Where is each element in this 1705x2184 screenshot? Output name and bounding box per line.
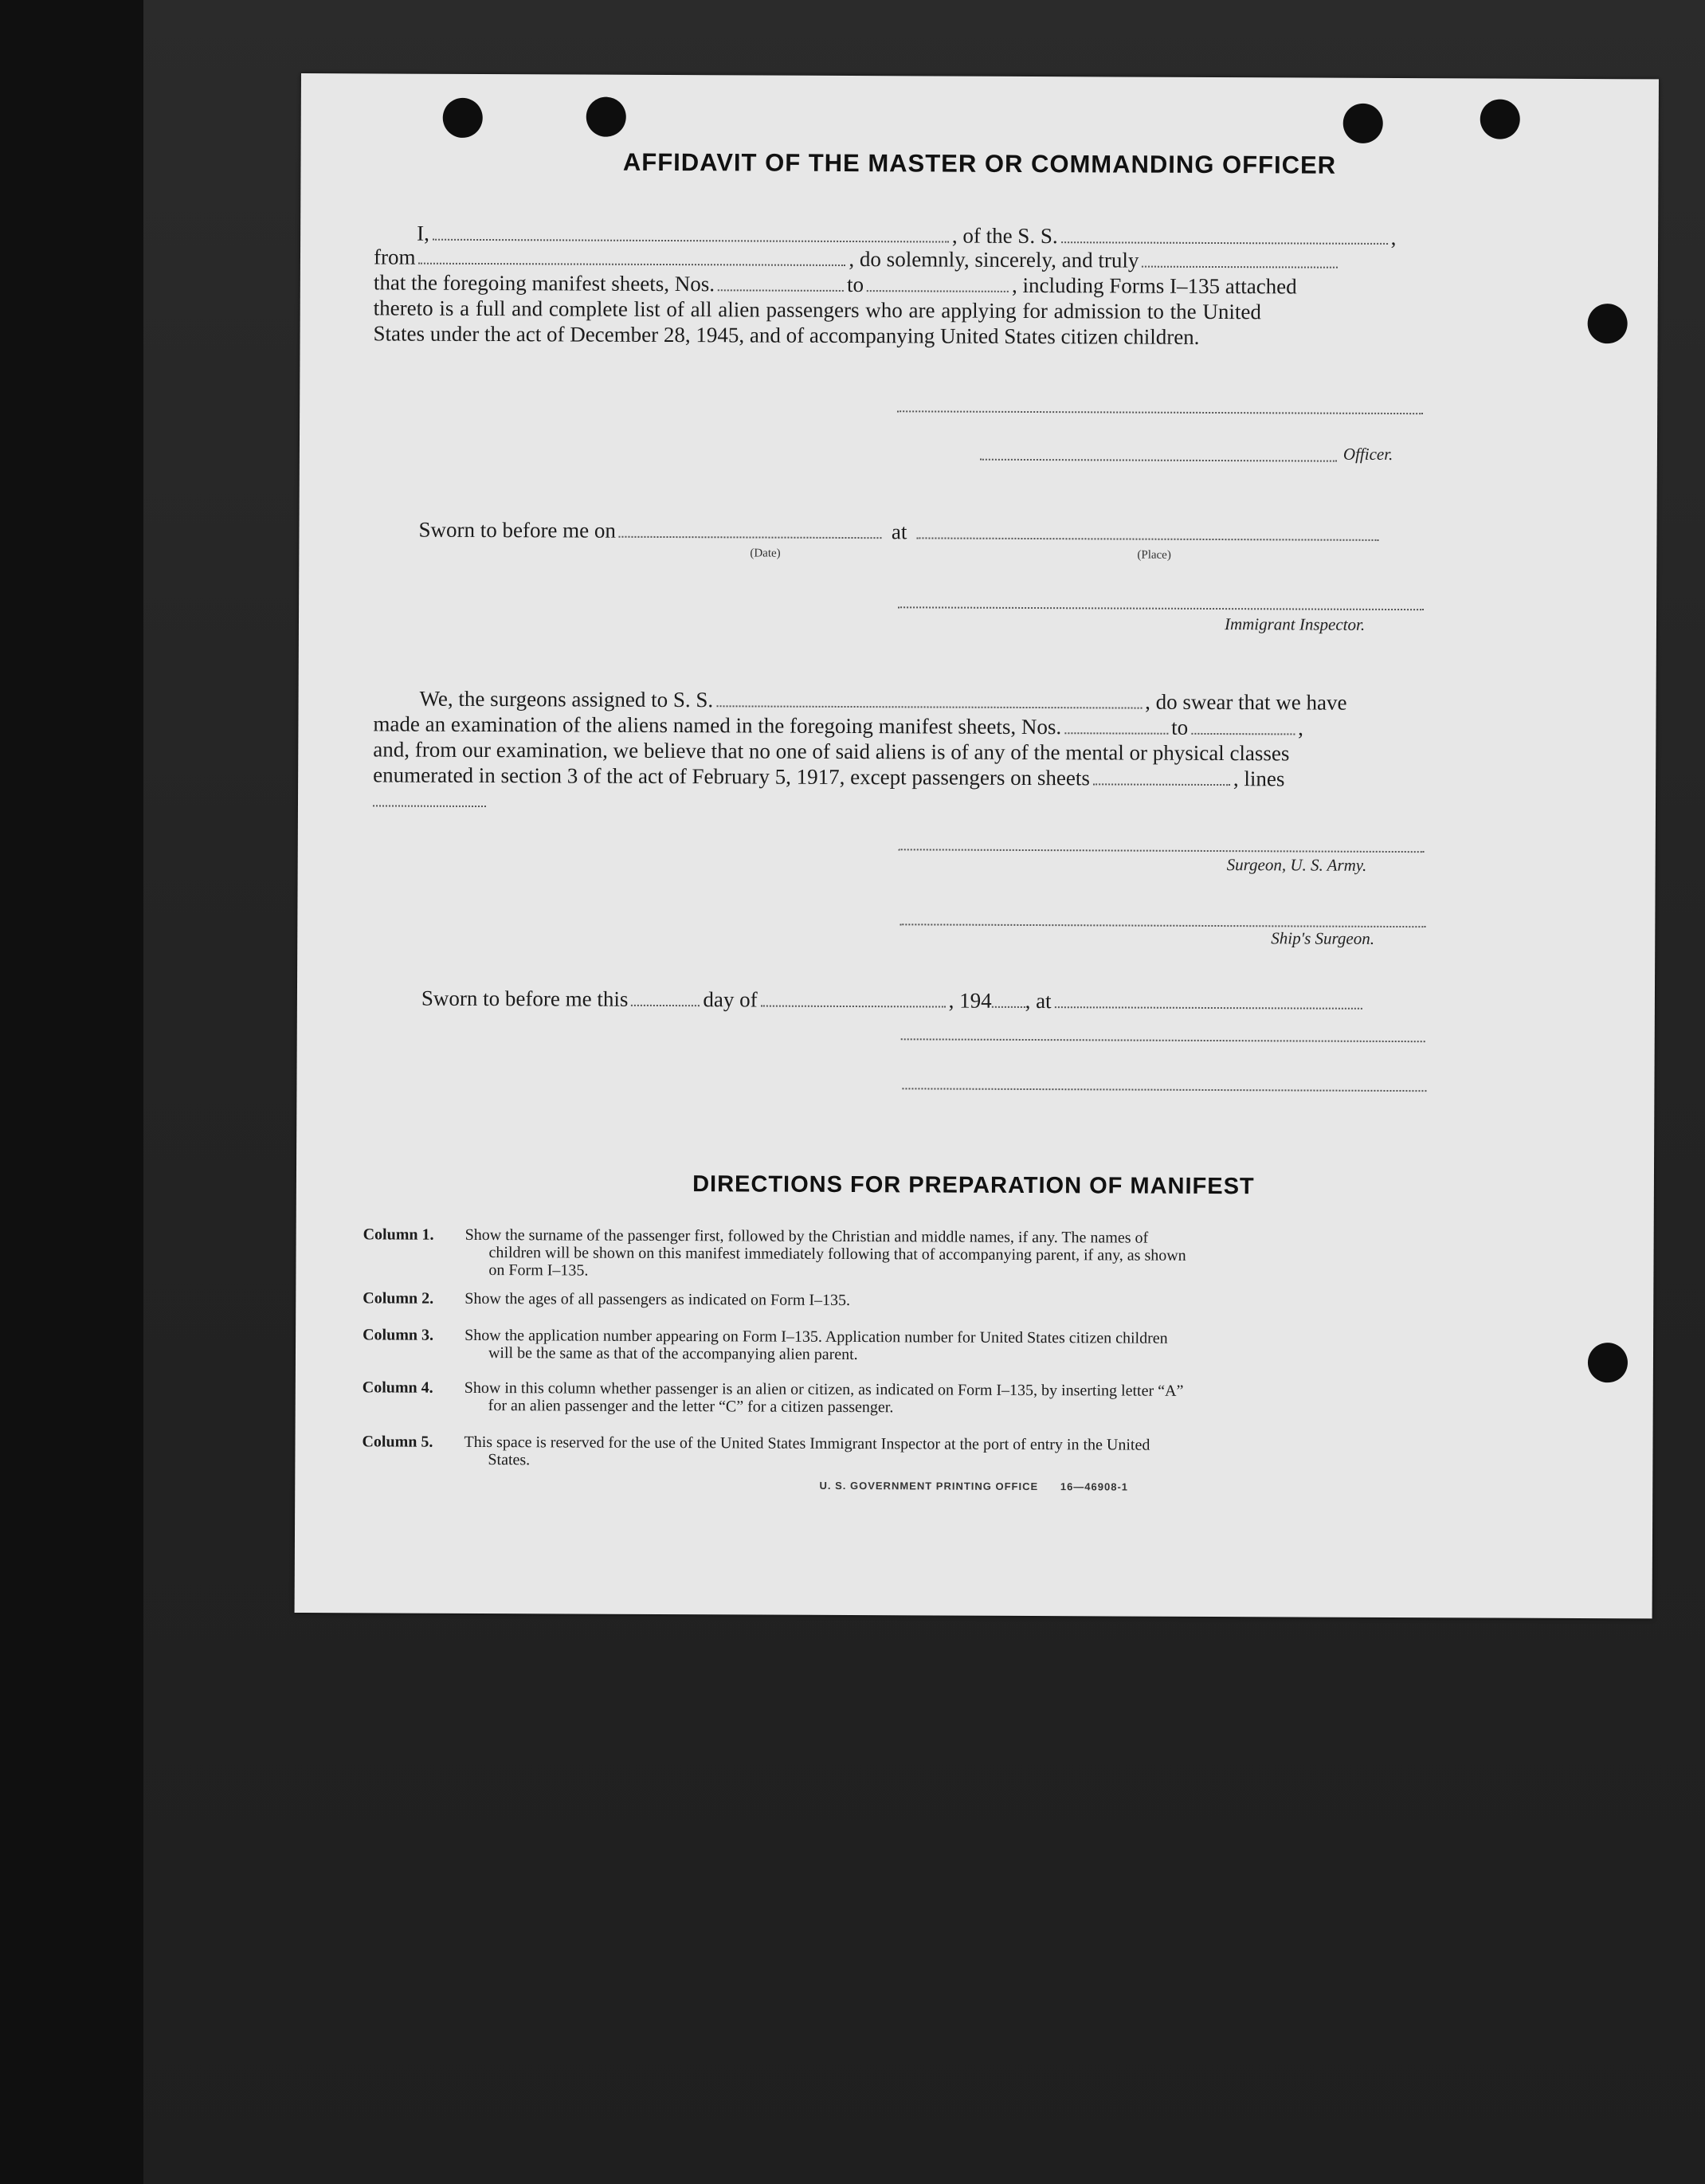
directions-title: DIRECTIONS FOR PREPARATION OF MANIFEST bbox=[692, 1171, 1255, 1200]
sworn-place-field[interactable] bbox=[916, 520, 1378, 541]
sworn-before-line-2: Sworn to before me this day of , 194 , at bbox=[421, 986, 1366, 1015]
form-page bbox=[295, 73, 1659, 1618]
direction-column-label: Column 2. bbox=[363, 1289, 434, 1308]
inspector-signature-line[interactable] bbox=[898, 605, 1424, 610]
sheet-to-field[interactable] bbox=[867, 273, 1009, 292]
master-signature-line[interactable] bbox=[897, 409, 1423, 414]
master-name-field[interactable] bbox=[433, 222, 949, 243]
inspector-label: Immigrant Inspector. bbox=[1224, 614, 1366, 634]
surgeons-line-3: and, from our examination, we believe that no one of said aliens is of any of the mental or physical classes bbox=[373, 737, 1290, 766]
sworn-place-2-field[interactable] bbox=[1055, 989, 1362, 1010]
direction-item-column-3: Column 3. Show the application number appearing on Form I–135. Application number for United States citizen children will be the same as that of the accompanying alien parent. bbox=[363, 1326, 1168, 1364]
witness-signature-line-2[interactable] bbox=[902, 1086, 1426, 1092]
direction-item-column-5: Column 5. This space is reserved for the use of the United States Immigrant Inspector at the port of entry in the United States. bbox=[362, 1433, 1150, 1469]
officer-label: Officer. bbox=[1342, 444, 1393, 464]
punch-hole bbox=[1480, 99, 1520, 139]
exception-sheets-field[interactable] bbox=[1093, 766, 1230, 786]
punch-hole bbox=[586, 97, 626, 137]
oath-affirm-field[interactable] bbox=[1142, 249, 1338, 269]
direction-column-label: Column 5. bbox=[362, 1433, 433, 1451]
army-surgeon-signature-line[interactable] bbox=[899, 847, 1425, 853]
sworn-before-line-1: Sworn to before me on at bbox=[418, 517, 1382, 547]
surgeons-line-1: We, the surgeons assigned to S. S. , do swear that we have bbox=[419, 686, 1347, 715]
affidavit-title: AFFIDAVIT OF THE MASTER OR COMMANDING OFFICER bbox=[622, 147, 1337, 179]
direction-item-column-2: Column 2. Show the ages of all passengers as indicated on Form I–135. bbox=[363, 1289, 851, 1310]
direction-item-column-4: Column 4. Show in this column whether passenger is an alien or citizen, as indicated on Form I–135, by inserting letter “A” for an alien passenger and the letter “C” for a citizen passenger. bbox=[362, 1378, 1184, 1417]
sworn-day-field[interactable] bbox=[631, 987, 700, 1006]
affidavit-line-4: thereto is a full and complete list of all alien passengers who are applying for admission to the United bbox=[373, 296, 1261, 324]
direction-column-label: Column 3. bbox=[363, 1326, 434, 1344]
surgeons-line-2: made an examination of the aliens named in the foregoing manifest sheets, Nos. to , bbox=[373, 712, 1304, 740]
surgeon-ship-field[interactable] bbox=[716, 688, 1142, 708]
printer-imprint: U. S. GOVERNMENT PRINTING OFFICE 16—46908-1 bbox=[819, 1479, 1129, 1493]
ship-name-field[interactable] bbox=[1061, 224, 1388, 245]
sheet-from-field[interactable] bbox=[718, 272, 844, 292]
officer-title-line[interactable] bbox=[980, 457, 1337, 462]
sworn-month-field[interactable] bbox=[761, 988, 946, 1008]
exam-sheet-from-field[interactable] bbox=[1064, 715, 1168, 735]
army-surgeon-label: Surgeon, U. S. Army. bbox=[1226, 855, 1367, 875]
punch-hole bbox=[1588, 304, 1628, 343]
direction-column-label: Column 1. bbox=[363, 1225, 434, 1244]
sworn-date-field[interactable] bbox=[619, 519, 882, 539]
surgeons-line-4: enumerated in section 3 of the act of February 5, 1917, except passengers on sheets , lines bbox=[373, 763, 1285, 791]
punch-hole bbox=[1588, 1343, 1628, 1382]
affidavit-line-5: States under the act of December 28, 1945, and of accompanying United States citizen children. bbox=[373, 321, 1200, 349]
sworn-year-field[interactable] bbox=[992, 989, 1025, 1008]
ship-surgeon-label: Ship's Surgeon. bbox=[1271, 928, 1375, 948]
affidavit-line-1: I, , of the S. S. , bbox=[417, 221, 1397, 249]
affidavit-line-2: from , do solemnly, sincerely, and truly bbox=[374, 244, 1342, 273]
exception-lines-field[interactable] bbox=[373, 803, 486, 807]
witness-signature-line-1[interactable] bbox=[901, 1037, 1425, 1042]
direction-column-label: Column 4. bbox=[362, 1378, 433, 1397]
scan-background-left bbox=[0, 0, 143, 2184]
ship-surgeon-signature-line[interactable] bbox=[900, 922, 1425, 927]
punch-hole bbox=[443, 98, 483, 138]
exam-sheet-to-field[interactable] bbox=[1191, 716, 1295, 735]
date-caption: (Date) bbox=[750, 547, 781, 560]
direction-item-column-1: Column 1. Show the surname of the passenger first, followed by the Christian and middle names, if any. The names of children will be shown on this manifest immediately following that of accompanying parent, if any, as shown on Form I–135. bbox=[363, 1225, 1186, 1280]
punch-hole bbox=[1343, 104, 1383, 143]
place-caption: (Place) bbox=[1137, 548, 1171, 562]
affidavit-line-3: that the foregoing manifest sheets, Nos. to , including Forms I–135 attached bbox=[373, 270, 1297, 299]
departure-port-field[interactable] bbox=[418, 245, 845, 266]
